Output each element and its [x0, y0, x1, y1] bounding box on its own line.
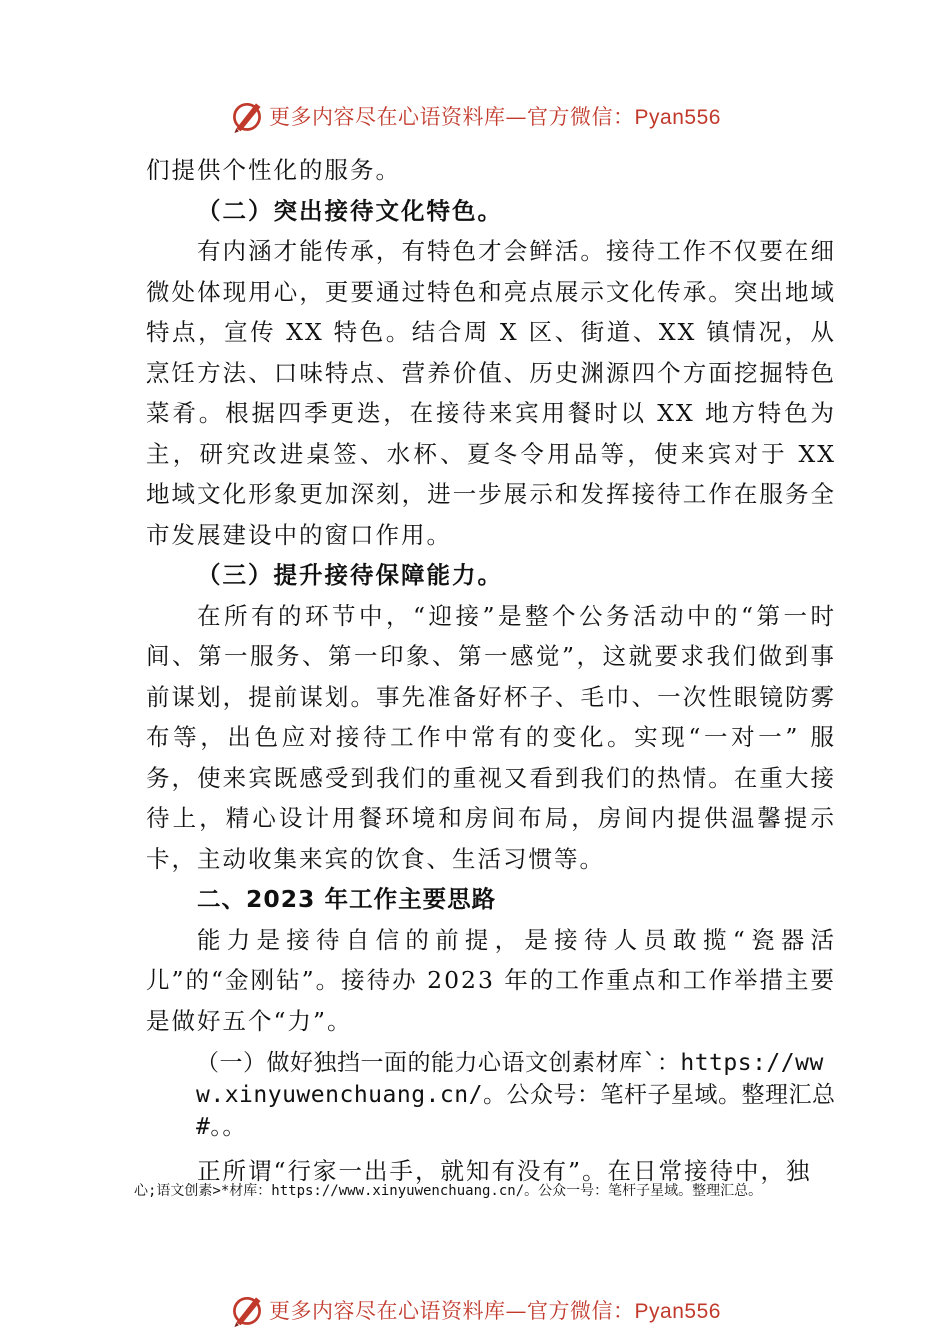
banner-account: Pyan556 [634, 106, 721, 129]
footnote: 心;语文创素>*材库：https://www.xinyuwenchuang.cn/。公众一号：笔杆子星域。整理汇总。 [134, 1183, 763, 1199]
pen-logo-icon [229, 1292, 265, 1328]
banner-wechat-label: 官方微信： [527, 1299, 635, 1323]
paragraph-ability: 能力是接待自信的前提，是接待人员敢揽“瓷器活儿”的“金刚钻”。接待办 2023 年的工作重点和工作举措主要是做好五个“力”。 [146, 925, 836, 1035]
heading-part-two: 二、2023 年工作主要思路 [197, 885, 497, 913]
document-body [146, 150, 836, 1192]
banner-separator: — [505, 1299, 528, 1323]
banner-separator: — [505, 105, 528, 129]
paragraph-expert: 正所谓“行家一出手，就知有没有”。在日常接待中，独 [197, 1157, 812, 1185]
banner-account: Pyan556 [634, 1300, 721, 1323]
banner-title: 更多内容尽在心语资料库 [269, 1299, 506, 1323]
footer-banner [0, 1290, 950, 1330]
pen-logo-icon [229, 98, 265, 134]
banner-wechat-label: 官方微信： [527, 105, 635, 129]
paragraph-support: 在所有的环节中，“迎接”是整个公务活动中的“第一时间、第一服务、第一印象、第一感觉”，这就要求我们做到事前谋划，提前谋划。事先准备好杯子、毛巾、一次性眼镜防雾布等，出色应对接待工作中常有的变化。实现“一对一” 服务，使来宾既感受到我们的重视又看到我们的热情。在重大接待上，精心设计用餐环境和房间布局，房间内提供温馨提示卡，主动收集来宾的饮食、生活习惯等。 [146, 601, 836, 873]
banner-text [269, 101, 721, 131]
header-banner [0, 96, 950, 136]
list-item-one: （一）做好独挡一面的能力心语文创素材库`：https://www.xinyuwenchuang.cn/。公众号：笔杆子星域。整理汇总#。。 [196, 1050, 836, 1140]
heading-section-2: （二）突出接待文化特色。 [197, 196, 503, 225]
heading-section-3: （三）提升接待保障能力。 [197, 561, 503, 589]
paragraph-culture: 有内涵才能传承，有特色才会鲜活。接待工作不仅要在细微处体现用心，更要通过特色和亮点展示文化传承。突出地域特点，宣传 XX 特色。结合周 X 区、街道、XX 镇情况，从烹饪方法、口味特点、营养价值、历史渊源四个方面挖掘特色菜肴。根据四季更迭，在接待来宾用餐时以 XX 地方特色为主，研究改进桌签、水杯、夏冬令用品等，使来宾对于 XX 地域文化形象更加深刻，进一步展示和发挥接待工作在服务全市发展建设中的窗口作用。 [146, 237, 836, 549]
paragraph-continuation: 们提供个性化的服务。 [146, 156, 401, 184]
banner-text [269, 1295, 721, 1325]
banner-title: 更多内容尽在心语资料库 [269, 105, 506, 129]
